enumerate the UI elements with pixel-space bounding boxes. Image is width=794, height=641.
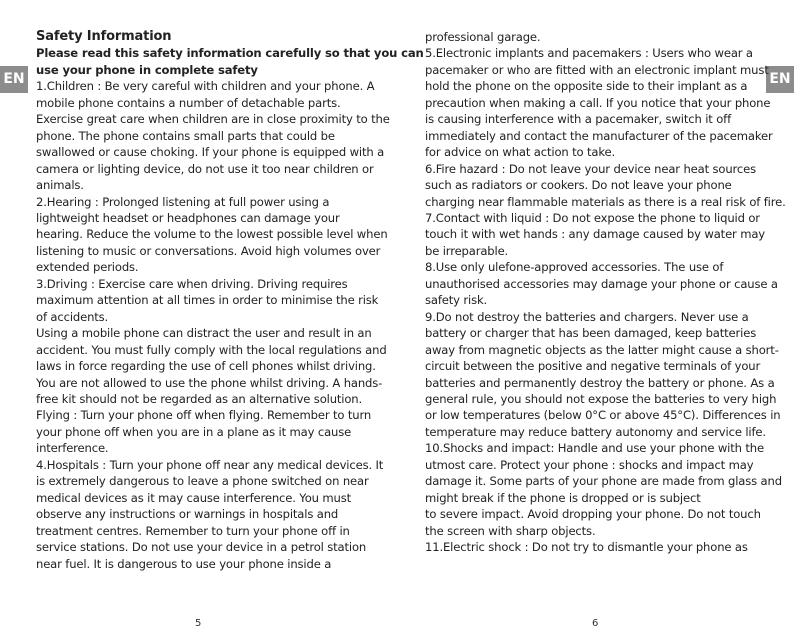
text-line: 5.Electronic implants and pacemakers : Users who wear a	[425, 46, 753, 61]
intro-line: use your phone in complete safety	[36, 62, 258, 77]
right-page-text	[425, 29, 786, 556]
text-line: such as radiators or cookers. Do not leave your phone	[425, 178, 732, 193]
text-line: 1.Children : Be very careful with children and your phone. A	[36, 79, 375, 94]
text-line: is extremely dangerous to leave a phone switched on near	[36, 474, 369, 489]
text-line: 10.Shocks and impact: Handle and use your phone with the	[425, 441, 764, 456]
text-line: 8.Use only ulefone-approved accessories. The use of	[425, 260, 724, 275]
text-line: maximum attention at all times in order to minimise the risk	[36, 293, 379, 308]
text-line: be irreparable.	[425, 243, 509, 258]
text-line: unauthorised accessories may damage your phone or cause a	[425, 276, 778, 291]
language-badge-en: EN	[766, 66, 794, 93]
left-page-text	[36, 29, 424, 572]
text-line: hearing. Reduce the volume to the lowest possible level when	[36, 227, 388, 242]
text-line: 4.Hospitals : Turn your phone off near any medical devices. It	[36, 457, 384, 472]
text-line: for advice on what action to take.	[425, 145, 616, 160]
text-line: charging near flammable materials as there is a real risk of fire.	[425, 194, 786, 209]
text-line: 6.Fire hazard : Do not leave your device near heat sources	[425, 161, 757, 176]
text-line: of accidents.	[36, 309, 109, 324]
text-line: treatment centres. Remember to turn your phone off in	[36, 523, 350, 538]
text-line: away from magnetic objects as the latter might cause a short-	[425, 342, 779, 357]
text-line: temperature may reduce battery autonomy and service life.	[425, 424, 766, 439]
text-line: interference.	[36, 441, 109, 456]
page-number: 5	[195, 618, 202, 629]
text-line: laws in force regarding the use of cell phones whilst driving.	[36, 359, 376, 374]
text-line: You are not allowed to use the phone whilst driving. A hands-	[36, 375, 383, 390]
text-line: damage it. Some parts of your phone are made from glass and	[425, 474, 782, 489]
text-line: touch it with wet hands : any damage caused by water may	[425, 227, 766, 242]
text-line: safety risk.	[425, 293, 488, 308]
text-line: lightweight headset or headphones can damage your	[36, 210, 340, 225]
text-line: batteries and permanently destroy the battery or phone. As a	[425, 375, 775, 390]
text-line: 3.Driving : Exercise care when driving. Driving requires	[36, 276, 348, 291]
text-line: Flying : Turn your phone off when flying. Remember to turn	[36, 408, 372, 423]
body-text	[425, 29, 786, 556]
text-line: medical devices as it may cause interference. You must	[36, 490, 352, 505]
text-line: 7.Contact with liquid : Do not expose the phone to liquid or	[425, 210, 760, 225]
text-line: Using a mobile phone can distract the user and result in an	[36, 326, 372, 341]
text-line: utmost care. Protect your phone : shocks and impact may	[425, 457, 754, 472]
intro-line: Please read this safety information carefully so that you can	[36, 46, 424, 61]
language-badge-en: EN	[0, 66, 28, 93]
text-line: extended periods.	[36, 260, 139, 275]
text-line: accident. You must fully comply with the local regulations and	[36, 342, 387, 357]
text-line: animals.	[36, 178, 84, 193]
text-line: or low temperatures (below 0°C or above 45°C). Differences in	[425, 408, 781, 423]
text-line: free kit should not be regarded as an alternative solution.	[36, 391, 363, 406]
text-line: service stations. Do not use your device in a petrol station	[36, 540, 367, 555]
text-line: 11.Electric shock : Do not try to dismantle your phone as	[425, 540, 748, 555]
text-line: to severe impact. Avoid dropping your phone. Do not touch	[425, 507, 761, 522]
section-title: Safety Information	[36, 29, 172, 44]
text-line: 9.Do not destroy the batteries and chargers. Never use a	[425, 309, 749, 324]
text-line: 2.Hearing : Prolonged listening at full power using a	[36, 194, 330, 209]
body-text	[36, 78, 424, 572]
text-line: Exercise great care when children are in close proximity to the	[36, 112, 390, 127]
text-line: general rule, you should not expose the batteries to very high	[425, 391, 777, 406]
text-line: is causing interference with a pacemaker, switch it off	[425, 112, 732, 127]
text-line: swallowed or cause choking. If your phone is equipped with a	[36, 145, 385, 160]
text-line: professional garage.	[425, 30, 541, 44]
text-line: circuit between the positive and negative terminals of your	[425, 359, 761, 374]
text-line: near fuel. It is dangerous to use your phone inside a	[36, 556, 332, 571]
text-line: precaution when making a call. If you notice that your phone	[425, 95, 771, 110]
text-line: hold the phone on the opposite side to their implant as a	[425, 79, 748, 94]
text-line: pacemaker or who are fitted with an electronic implant must	[425, 62, 769, 77]
text-line: your phone off when you are in a plane as it may cause	[36, 424, 352, 439]
text-line: listening to music or conversations. Avoid high volumes over	[36, 243, 381, 258]
text-line: immediately and contact the manufacturer of the pacemaker	[425, 128, 773, 143]
page-number: 6	[592, 618, 599, 629]
text-line: phone. The phone contains small parts that could be	[36, 128, 335, 143]
text-line: mobile phone contains a number of detachable parts.	[36, 95, 341, 110]
text-line: observe any instructions or warnings in hospitals and	[36, 507, 339, 522]
text-line: battery or charger that has been damaged, keep batteries	[425, 326, 757, 341]
text-line: might break if the phone is dropped or is subject	[425, 490, 701, 505]
text-line: the screen with sharp objects.	[425, 523, 596, 538]
text-line: camera or lighting device, do not use it too near children or	[36, 161, 374, 176]
